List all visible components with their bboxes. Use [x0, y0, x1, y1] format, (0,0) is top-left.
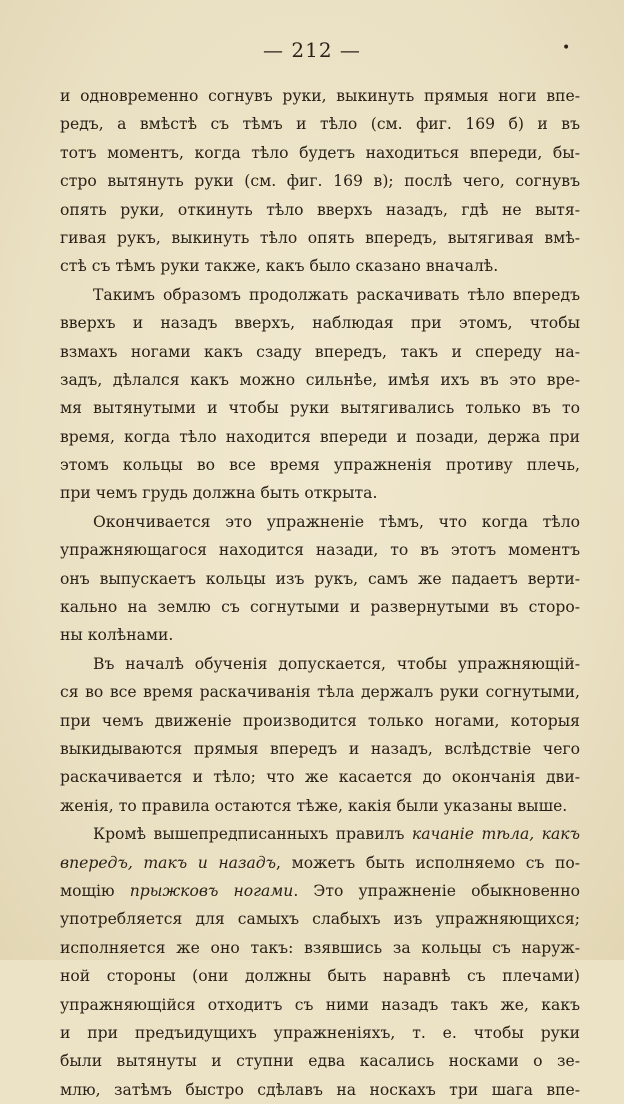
- text-line: стѣ съ тѣмъ руки также, какъ было сказано вначалѣ.: [60, 257, 499, 276]
- text-line: кально на землю съ согнутыми и развернутыми въ сторо-: [60, 598, 580, 617]
- text-line: этомъ кольцы во все время упражненія противу плечь,: [60, 456, 580, 475]
- italic-text-segment: впередъ, такъ и назадъ: [60, 853, 277, 872]
- text-line: [60, 849, 580, 877]
- text-line: упражняющагося находится назади, то въ этотъ моментъ: [60, 541, 580, 560]
- text-line: ны колѣнами.: [60, 626, 174, 645]
- italic-text-segment: прыжковъ ногами: [129, 881, 294, 900]
- text-line: ной стороны (они должны быть наравнѣ съ плечами): [60, 967, 580, 986]
- text-line: мя вытянутыми и чтобы руки вытягивались только въ то: [60, 399, 580, 418]
- text-line: при чемъ грудь должна быть открыта.: [60, 484, 378, 503]
- text-line: были вытянуты и ступни едва касались носками о зе-: [60, 1052, 580, 1071]
- text-line: тотъ моментъ, когда тѣло будетъ находиться впереди, бы-: [60, 143, 580, 162]
- text-line: онъ выпускаетъ кольцы изъ рукъ, самъ же падаетъ верти-: [60, 569, 580, 588]
- corner-mark: •: [562, 40, 571, 56]
- text-line: выкидываются прямыя впередъ и назадъ, вслѣдствіе чего: [60, 739, 580, 758]
- text-line: задъ, дѣлался какъ можно сильнѣе, имѣя ихъ въ это вре-: [60, 370, 580, 389]
- text-line: Въ началѣ обученія допускается, чтобы упражняющій-: [93, 654, 580, 673]
- text-segment: мощію: [60, 881, 130, 900]
- text-segment: , можетъ быть исполняемо съ по-: [276, 853, 580, 872]
- text-line: опять руки, откинуть тѣло вверхъ назадъ, гдѣ не вытя-: [60, 200, 580, 219]
- text-line: редъ, а вмѣстѣ съ тѣмъ и тѣло (см. фиг. 169 б) и въ: [60, 115, 580, 134]
- text-line: ся во все время раскачиванія тѣла держалъ руки согнутыми,: [60, 683, 580, 702]
- text-line: употребляется для самыхъ слабыхъ изъ упражняющихся;: [60, 910, 580, 929]
- text-line: вверхъ и назадъ вверхъ, наблюдая при этомъ, чтобы: [60, 314, 580, 333]
- text-line: [60, 820, 580, 848]
- text-line: млю, затѣмъ быстро сдѣлавъ на носкахъ три шага впе-: [60, 1080, 580, 1099]
- text-line: время, когда тѣло находится впереди и позади, держа при: [60, 427, 580, 446]
- body-text: [60, 82, 580, 1104]
- text-segment: Кромѣ вышепредписанныхъ правилъ: [93, 825, 412, 844]
- text-line: гивая рукъ, выкинуть тѣло опять впередъ, вытягивая вмѣ-: [60, 228, 580, 247]
- text-line: [60, 877, 580, 905]
- text-line: и одновременно согнувъ руки, выкинуть прямыя ноги впе-: [60, 87, 580, 105]
- text-line: и при предъидущихъ упражненіяхъ, т. е. чтобы руки: [60, 1023, 580, 1042]
- page-number: — 212 —: [263, 38, 361, 62]
- text-line: при чемъ движеніе производится только ногами, которыя: [60, 711, 580, 730]
- italic-text-segment: качаніе тѣла, какъ: [411, 825, 580, 844]
- text-line: раскачивается и тѣло; что же касается до окончанія дви-: [60, 768, 580, 787]
- text-segment: . Это упражненіе обыкновенно: [293, 881, 580, 900]
- text-line: Окончивается это упражненіе тѣмъ, что когда тѣло: [93, 512, 580, 531]
- text-line: женія, то правила остаются тѣже, какія были указаны выше.: [60, 796, 568, 815]
- text-line: исполняется же оно такъ: взявшись за кольцы съ наруж-: [60, 938, 580, 957]
- text-line: взмахъ ногами какъ сзаду впередъ, такъ и спереду на-: [60, 342, 580, 361]
- text-line: упражняющійся отходитъ съ ними назадъ такъ же, какъ: [60, 995, 580, 1014]
- text-line: Такимъ образомъ продолжать раскачивать тѣло впередъ: [93, 285, 580, 304]
- text-line: стро вытянуть руки (см. фиг. 169 в); послѣ чего, согнувъ: [60, 172, 580, 191]
